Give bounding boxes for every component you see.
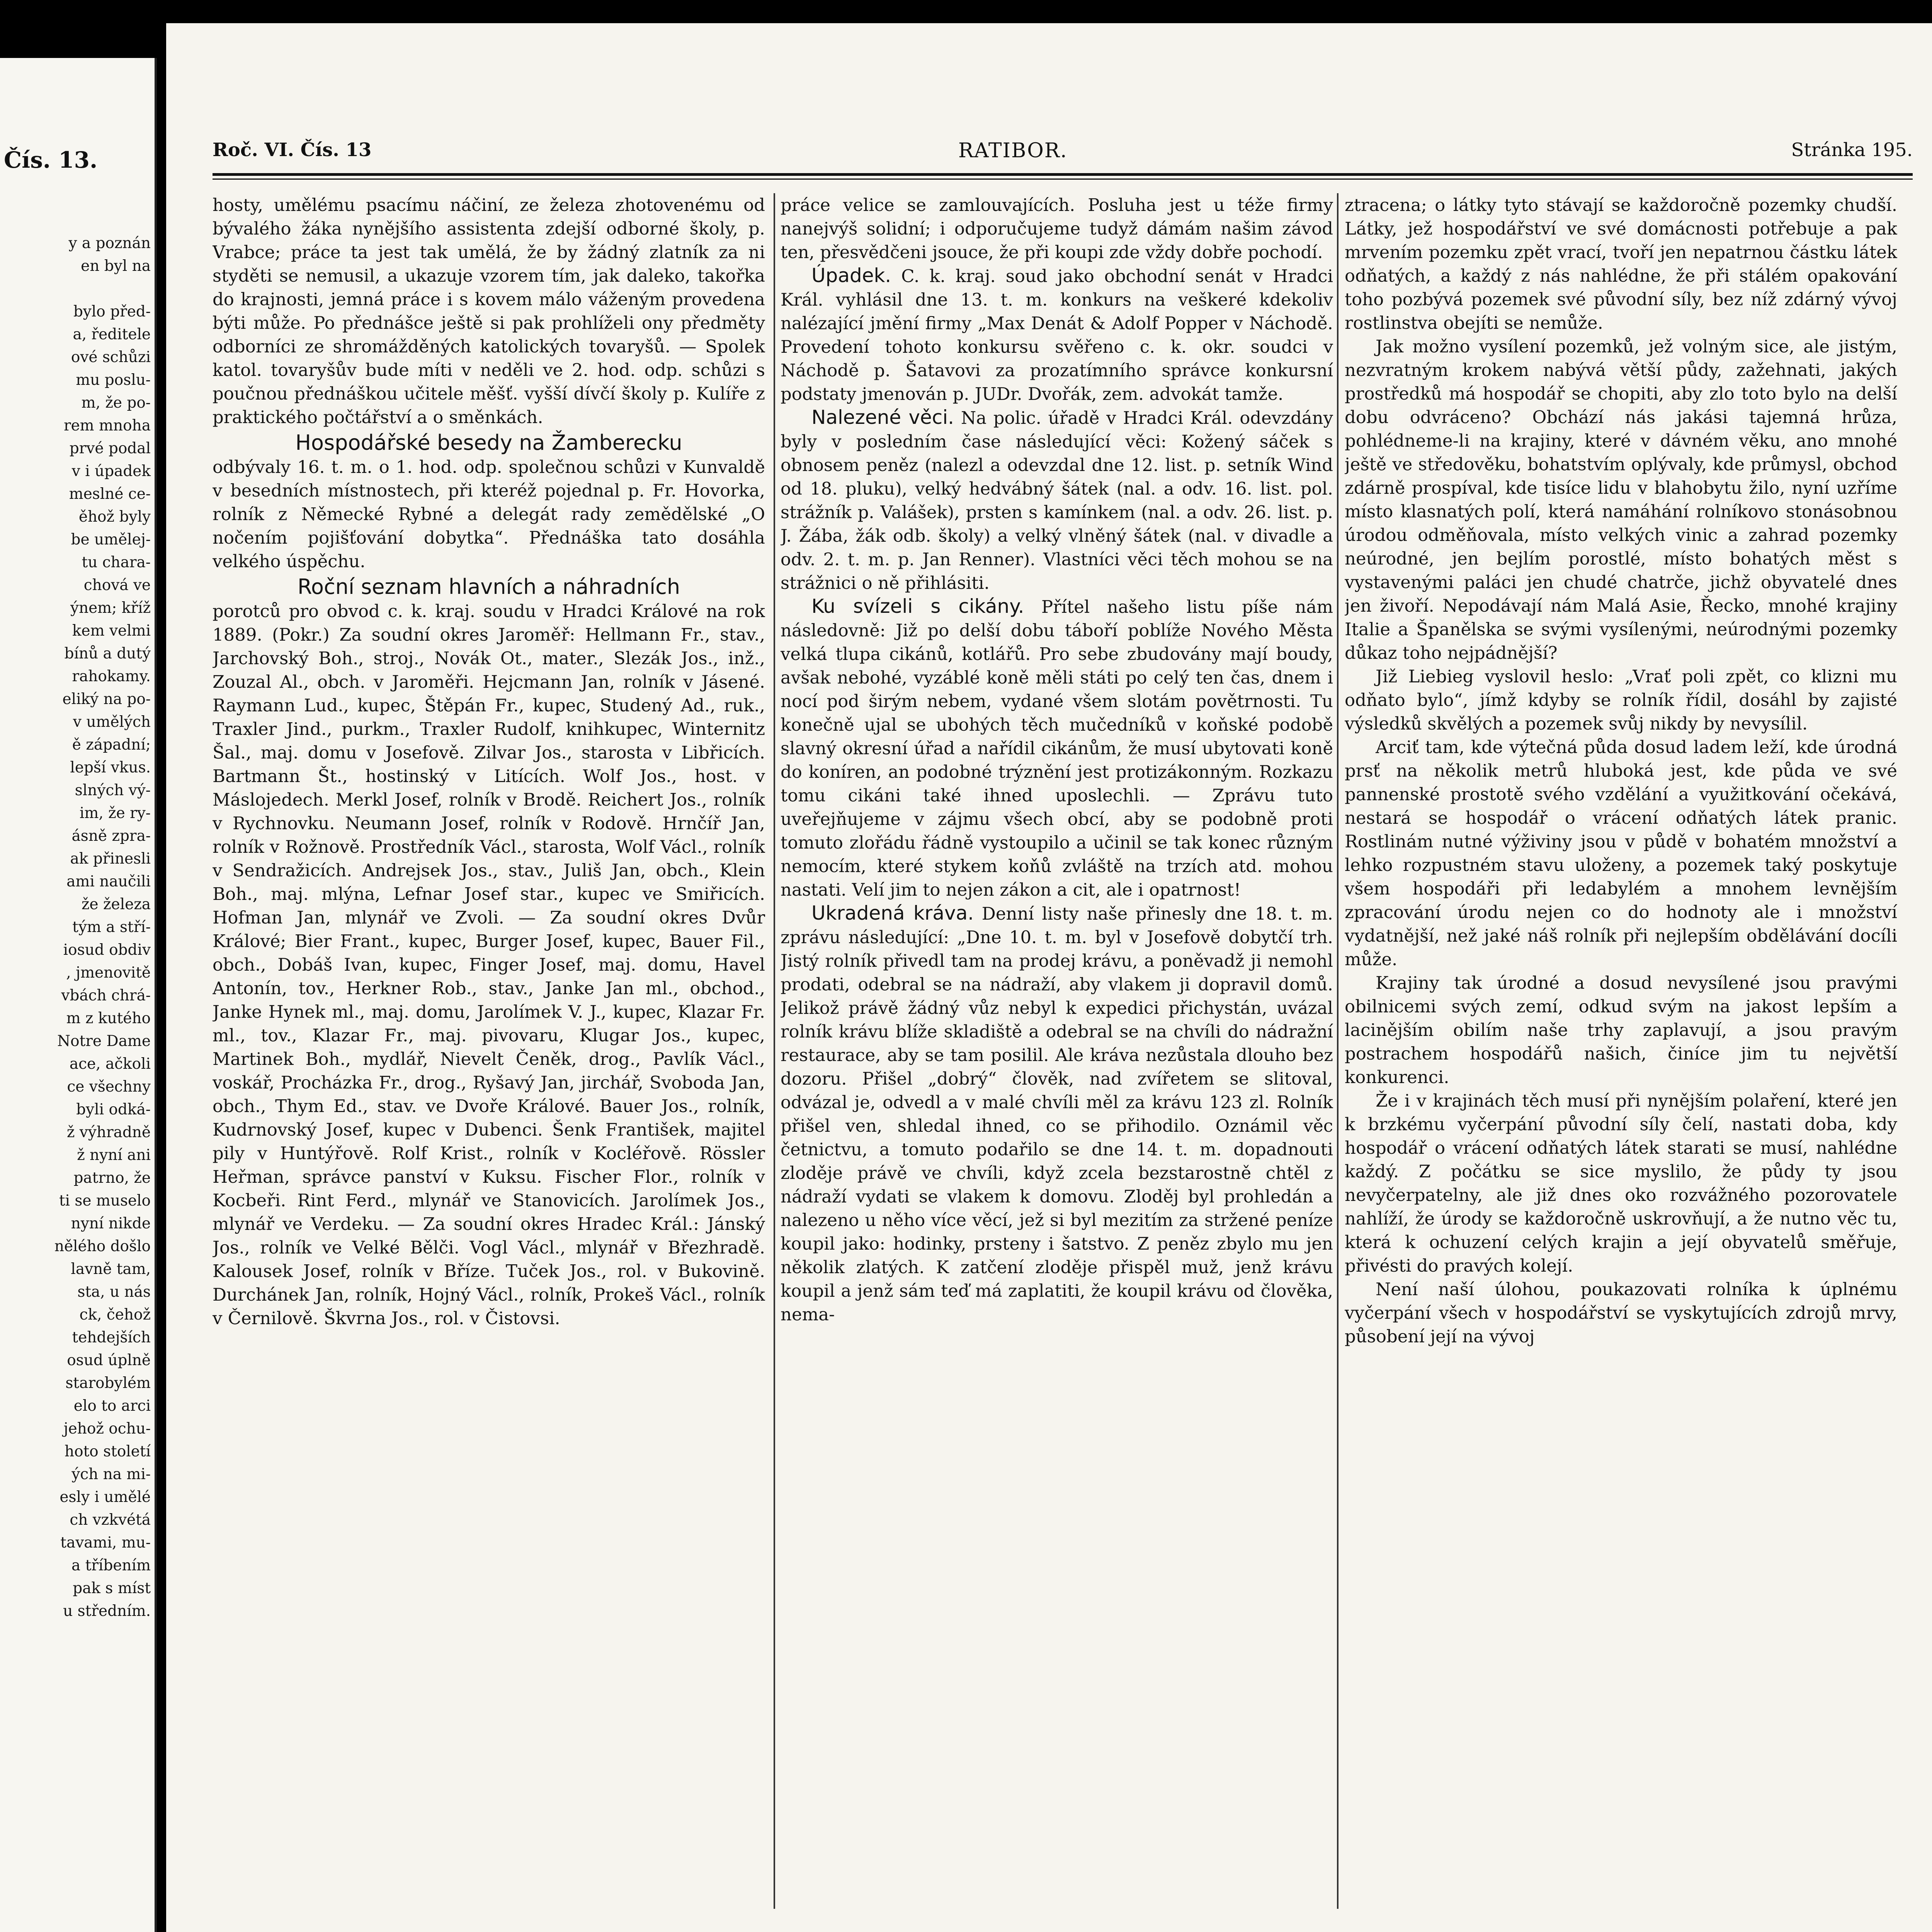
previous-page-line: ž výhradně	[66, 1124, 151, 1141]
section-heading: Roční seznam hlavních a náhradních	[297, 575, 680, 599]
previous-page-line: m, že po-	[81, 394, 151, 412]
section-heading: Hospodářské besedy na Žamberecku	[295, 430, 682, 455]
previous-page-line: elo to arci	[73, 1397, 151, 1415]
paragraph: Arciť tam, kde výtečná půda dosud ladem leží, kde úrodná prsť na několik metrů hluboká jest, kde půda ve své pannenské prostotě svého vzdělání a využitkování očekává, nestará se hospodář o vrácení odňatých látek pranic. Rostlinám nutné výživiny jsou v půdě v bohatém množství a lehko rozpustném stavu uloženy, a pozemek taký poskytuje všem hospodáři při ledabylém a mnohem levnějším zpracování úrodu nejen co do hodnoty ale i množství vydatnější, než jaké náš rolník při nejlepším obdělávání docíli může.	[1345, 737, 1897, 969]
previous-page-line: vbách chrá-	[61, 987, 151, 1004]
previous-page-header: Čís. 13.	[4, 147, 98, 173]
paragraph: Že i v krajinách těch musí při nynějším polaření, které jen k brzkému vyčerpání původní síly čelí, nastati doba, kdy hospodář o vrácení odňatých látek starati se musí, nahlédne každý. Z počátku se sice myslilo, že půdy ty jsou nevyčerpatelny, ale již dnes oko rozvážného pozorovatele nahlíží, že úrody se každoročně uskrovňují, a že nutno věc tu, která k ochuzení celých krajin a její obyvatelů směřuje, přivésti do pravých kolejí.	[1345, 1090, 1897, 1276]
previous-page-line: ti se muselo	[59, 1192, 151, 1209]
previous-page-line: ých na mi-	[71, 1466, 151, 1483]
previous-page-line: v umělých	[73, 713, 151, 731]
news-heading: Nalezené věci.	[811, 406, 954, 429]
previous-page-line: ck, čehož	[79, 1306, 151, 1323]
page-number: Stránka 195.	[1791, 139, 1913, 161]
news-text: C. k. kraj. soud jako obchodní senát v Hradci Král. vyhlásil dne 13. t. m. konkurs na veškeré kdekoliv nalézající jmění firmy „Max Denát & Adolf Popper v Náchodě. Provedení tohoto konkursu svěřeno c. k. okr. soudci v Náchodě p. Šatavovi za prozatímního správce konkursní podstaty jmenován p. JUDr. Dvořák, zem. advokát tamže.	[781, 266, 1333, 404]
previous-page-line: bylo před-	[73, 303, 151, 320]
paragraph: Jak možno vysílení pozemků, jež volným sice, ale jistým, nezvratným krokem nabývá větší půdy, zažehnati, jakých prostředků má hospodář se chopiti, aby zlo toto bylo na delší dobu odvráceno? Obchází nás jakási tajemná hrůza, pohlédneme-li na krajiny, které v dávném věku, ano mnohé ještě ve středověku, bohatstvím oplývaly, kde průmysl, obchod zdárně prospíval, kde tisíce lidu v blahobytu žilo, nyní uzříme místo klasnatých polí, která namáhání rolníkovo stonásobnou úrodou odměňovala, místo velkých vinic a zahrad pozemky neúrodné, jen bejlím porostlé, místo bohatých měst s vystavenými paláci jen chudé chatrče, jichž obyvatelé dnes jen živoří. Nepodávají nám Malá Asie, Řecko, mnohé krajiny Italie a Španělska se svými vysílenými, neúrodnými pozemky důkaz toho nejpádnější?	[1345, 336, 1897, 663]
previous-page-edge	[0, 58, 157, 1932]
column-1	[213, 193, 765, 1909]
previous-page-line: prvé podal	[69, 440, 151, 457]
previous-page-line: bínů a dutý	[64, 645, 151, 662]
previous-page-line: rahokamy.	[72, 668, 151, 685]
previous-page-line: m z kutého	[66, 1010, 151, 1027]
news-item	[781, 595, 1333, 901]
previous-page-text	[0, 232, 151, 1622]
previous-page-line: osud úplně	[67, 1352, 151, 1369]
previous-page-line: a, ředitele	[73, 326, 151, 343]
previous-page-line: pak s míst	[73, 1580, 151, 1597]
previous-page-line: , jmenovitě	[66, 964, 151, 981]
column-3	[1345, 193, 1897, 1909]
previous-page-line: eliký na po-	[62, 690, 151, 708]
previous-page-line	[0, 277, 151, 300]
previous-page-line: ě západní;	[72, 736, 151, 753]
news-item	[781, 264, 1333, 406]
newspaper-title: RATIBOR.	[958, 139, 1068, 162]
header-rule-thin	[213, 179, 1913, 180]
newspaper-page	[166, 23, 1932, 1932]
news-text: Na polic. úřadě v Hradci Král. odevzdány byly v posledním čase následující věci: Kožený sáček s obnosem peněz (nalezl a odevzdal dne 12. list. p. setník Wind od 18. pluku), velký hedvábný šátek (nal. a odv. 16. list. pol. strážník p. Valášek), prsten s kamínkem (nal. a odv. 26. list. p. J. Žába, žák odb. školy) a velký vlněný šátek (nal. v divadle a odv. 2. t. m. p. Jan Renner). Vlastníci věci těch mohou se na strážnici o ně přihlásiti.	[781, 408, 1333, 593]
previous-page-line: ace, ačkoli	[69, 1055, 151, 1073]
column-2	[781, 193, 1333, 1909]
previous-page-line: u středním.	[63, 1602, 151, 1620]
previous-page-line: kem velmi	[72, 622, 151, 639]
news-item	[781, 406, 1333, 595]
previous-page-line: ásně zpra-	[71, 827, 151, 845]
previous-page-line: mu poslu-	[76, 371, 151, 389]
paragraph: práce velice se zamlouvajících. Posluha jest u téže firmy nanejvýš solidní; i odporučujeme tudyž dámám našim závod ten, přesvědčeni jsouce, že při koupi zde vždy dobře pochodí.	[781, 195, 1333, 262]
previous-page-line: iosud obdiv	[63, 941, 151, 959]
previous-page-line: im, že ry-	[79, 804, 151, 822]
previous-page-line: ami naučili	[66, 873, 151, 890]
previous-page-line: chová ve	[83, 577, 151, 594]
previous-page-line: slných vý-	[75, 782, 151, 799]
previous-page-line: nělého došlo	[54, 1238, 151, 1255]
paragraph: hosty, umělému psacímu náčiní, ze železa zhotovenému od bývalého žáka nynějšího assistenta zdejší odborné školy, p. Vrabce; práce ta jest tak umělá, že by žádný zlatník za ni styděti se nemusil, a ukazuje vzorem tím, jak daleko, takořka do krajnosti, jemná práce i s kovem málo váženým provedena býti může. Po přednášce ještě si pak prohlíželi ony předměty odborníci ze shromážděných katolických tovaryšů. — Spolek katol. tovaryšův bude míti v neděli ve 2. hod. odp. schůzi s poučnou přednáškou učitele měšť. vyšší dívčí školy p. Kulíře z praktického počtářství a o směnkách.	[213, 195, 765, 427]
news-heading: Ku svízeli s cikány.	[811, 595, 1024, 617]
previous-page-line: starobylém	[65, 1374, 151, 1392]
previous-page-line: tu chara-	[82, 554, 151, 571]
previous-page-line: sta, u nás	[77, 1283, 151, 1301]
column-divider	[1337, 193, 1338, 1909]
column-divider	[774, 193, 775, 1909]
previous-page-line: byli odká-	[76, 1101, 151, 1118]
previous-page-line: ové schůzi	[71, 349, 151, 366]
previous-page-line: ch vzkvétá	[70, 1511, 151, 1529]
issue-label: Roč. VI. Čís. 13	[213, 139, 372, 161]
previous-page-line: Notre Dame	[57, 1032, 151, 1050]
paragraph: ztracena; o látky tyto stávají se každoročně pozemky chudší. Látky, jež hospodářství ve své domácnosti potřebuje a pak mrvením pozemku zpět vrací, tvoří jen nepatrnou částku látek odňatých, a každý z nás nahlédne, že při stálém opakování toho pozbývá pozemek své původní síly, bez níž zdárný vývoj rostlinstva obejíti se nemůže.	[1345, 195, 1897, 333]
paragraph: odbývaly 16. t. m. o 1. hod. odp. společnou schůzi v Kunvaldě v besedních místnostech, při kteréž pojednal p. Fr. Hovorka, rolník z Německé Rybné a delegát rady zemědělské „O nočením pojišťování dobytka“. Přednáška tato dosáhla velkého úspěchu.	[213, 457, 765, 571]
previous-page-line: tým a stří-	[72, 918, 151, 936]
paragraph: Krajiny tak úrodné a dosud nevysílené jsou pravými obilnicemi svých zemí, odkud svým na jakost lepším a lacinějším obilím naše trhy zaplavují, a jsou pravým postrachem hospodářů našich, činíce jim tu největší konkurenci.	[1345, 973, 1897, 1087]
header-rule	[213, 173, 1913, 176]
previous-page-line: en byl na	[81, 257, 151, 275]
previous-page-line: ýnem; kříž	[70, 599, 151, 617]
previous-page-line: tehdejších	[72, 1329, 151, 1346]
page-header	[213, 139, 1913, 170]
previous-page-line: ž nyní ani	[77, 1146, 151, 1164]
previous-page-line: lepší vkus.	[70, 759, 151, 776]
paragraph: Není naší úlohou, poukazovati rolníka k úplnému vyčerpání všech v hospodářství se vyskytujících zdrojů mrvy, působení její na vývoj	[1345, 1279, 1897, 1347]
paragraph: Již Liebieg vyslovil heslo: „Vrať poli zpět, co klizni mu odňato bylo“, jímž kdyby se rolník řídil, dosáhl by zajisté výsledků skvělých a pozemek svůj nikdy by nevysílil.	[1345, 666, 1897, 734]
previous-page-line: esly i umělé	[60, 1488, 151, 1506]
previous-page-line: nyní nikde	[71, 1215, 151, 1232]
paragraph: porotců pro obvod c. k. kraj. soudu v Hradci Králové na rok 1889. (Pokr.) Za soudní okres Jaroměř: Hellmann Fr., stav., Jarchovský Boh., stroj., Novák Ot., mater., Slezák Jos., inž., Zouzal Al., obch. v Jaroměři. Hejcmann Jan, rolník v Jásené. Raymann Lud., kupec, Štěpán Fr., kupec, Studený Ad., ruk., Traxler Jind., purkm., Traxler Rudolf, knihkupec, Winternitz Šal., maj. domu v Josefově. Zilvar Jos., starosta v Libřicích. Bartmann Št., hostinský v Litících. Wolf Jos., host. v Máslojedech. Merkl Josef, rolník v Brodě. Reichert Jos., rolník v Rychnovku. Neumann Josef, rolník v Rodově. Hrnčíř Jan, rolník v Rožnově. Prostředník Václ., starosta, Wolf Václ., rolník v Sendražicích. Andrejsek Jos., stav., Juliš Jan, obch., Klein Boh., maj. mlýna, Lefnar Josef star., kupec ve Smiřicích. Hofman Jan, mlynář ve Zvoli. — Za soudní okres Dvůr Králové; Bier Frant., kupec, Burger Josef, kupec, Bauer Fil., obch., Dobáš Ivan, kupec, Finger Josef, maj. domu, Havel Antonín, tov., Herkner Rob., stav., Janke Jan ml., obchod., Janke Hynek ml., maj. domu, Jarolímek V. J., kupec, Klazar Fr. ml., tov., Klazar Fr., maj. pivovaru, Klugar Jos., kupec, Martinek Boh., mydlář, Nievelt Čeněk, drog., Pavlík Václ., voskář, Procházka Fr., drog., Ryšavý Jan, jirchář, Svoboda Jan, obch., Thym Ed., stav. ve Dvoře Králové. Bauer Jos., rolník, Kudrnovský Josef, kupec v Dubenci. Šenk František, majitel pily v Huntýřově. Rolf Krist., rolník v Kocléřově. Rössler Heřman, správce panství v Kuksu. Fischer Flor., rolník v Kocbeři. Rint Ferd., mlynář ve Stanovicích. Jarolímek Jos., mlynář ve Verdeku. — Za soudní okres Hradec Král.: Jánský Jos., rolník ve Velké Bělči. Vogl Václ., mlynář v Březhradě. Kalousek Josef, rolník v Bříze. Tuček Jos., rol. v Bukovině. Durchánek Jan, rolník, Hojný Václ., rolník, Prokeš Václ., rolník v Černilově. Škvrna Jos., rol. v Čistovsi.	[213, 601, 765, 1328]
previous-page-line: lavně tam,	[71, 1260, 151, 1278]
previous-page-line: a tříbením	[71, 1557, 151, 1574]
previous-page-line: ce všechny	[67, 1078, 151, 1095]
news-text: Denní listy naše přinesly dne 18. t. m. zprávu následující: „Dne 10. t. m. byl v Josefově dobytčí trh. Jistý rolník přivedl tam na prodej krávu, a poněvadž ji nemohl prodati, odebral se na nádraží, aby vlakem ji dopravil domů. Jelikož právě žádný vůz nebyl k expedici přichystán, uvázal rolník krávu blíže skladiště a odebral se na chvíli do nádražní restaurace, aby se tam posilil. Ale kráva nezůstala dlouho bez dozoru. Přišel „dobrý“ člověk, nad zvířetem se slitoval, odvázal je, odvedl a v malé chvíli měl za krávu 123 zl. Rolník přišel ven, shledal ihned, co se přihodilo. Oznámil věc četnictvu, a tomuto podařilo se dne 14. t. m. dopadnouti zloděje právě ve chvíli, když zcela bezstarostně chtěl z nádraží vydati se vlakem k domovu. Zloděj byl prohledán a nalezeno u něho více věcí, jež si byl mezitím za stržené peníze koupil jako: hodinky, prsteny i šatstvo. Z peněz zbylo mu jen několik zlatých. K zatčení zloděje přispěl muž, jenž krávu koupil a jenž sám teď má zaplatiti, že koupil krávu od člověka, nema-	[781, 903, 1333, 1325]
previous-page-line: be umělej-	[71, 531, 151, 548]
previous-page-line: že železa	[81, 896, 151, 913]
previous-page-line: jehož ochu-	[63, 1420, 151, 1437]
previous-page-line: ěhož byly	[78, 508, 151, 526]
news-heading: Ukradená kráva.	[811, 902, 974, 924]
news-heading: Úpadek.	[811, 264, 891, 287]
previous-page-line: patrno, že	[73, 1169, 151, 1187]
previous-page-line: tavami, mu-	[60, 1534, 151, 1551]
news-text: Přítel našeho listu píše nám následovně: Již po delší dobu táboří poblíže Nového Města velká tlupa cikánů, kotlářů. Pro sebe zbudovány mají boudy, avšak nebohé, vyzáblé koně měli státi po celý ten čas, dnem i nocí pod širým nebem, vydané všem slotám povětrnosti. Tu konečně ujal se ubohých těch mučedníků v koňské podobě slavný okresní úřad a nařídil cikánům, že musí ubytovati koně do koníren, an podobné trýznění jest protizákonným. Rozkazu tomu cikáni také ihned uposlechli. — Zprávu tuto uveřejňujeme v zájmu všech obcí, aby se podobně proti tomuto zlořádu řádně vystoupilo a učinil se tak konec různým nemocím, které stykem koňů zvláště na trzích atd. mohou nastati. Velí jim to nejen zákon a cit, ale i opatrnost!	[781, 597, 1333, 900]
news-item	[781, 901, 1333, 1326]
previous-page-line: ak přinesli	[70, 850, 151, 867]
previous-page-line: v i úpadek	[71, 463, 151, 480]
previous-page-line: hoto století	[64, 1443, 151, 1460]
previous-page-line: y a poznán	[68, 235, 151, 252]
previous-page-line: rem mnoha	[63, 417, 151, 434]
previous-page-line: meslné ce-	[69, 485, 151, 503]
